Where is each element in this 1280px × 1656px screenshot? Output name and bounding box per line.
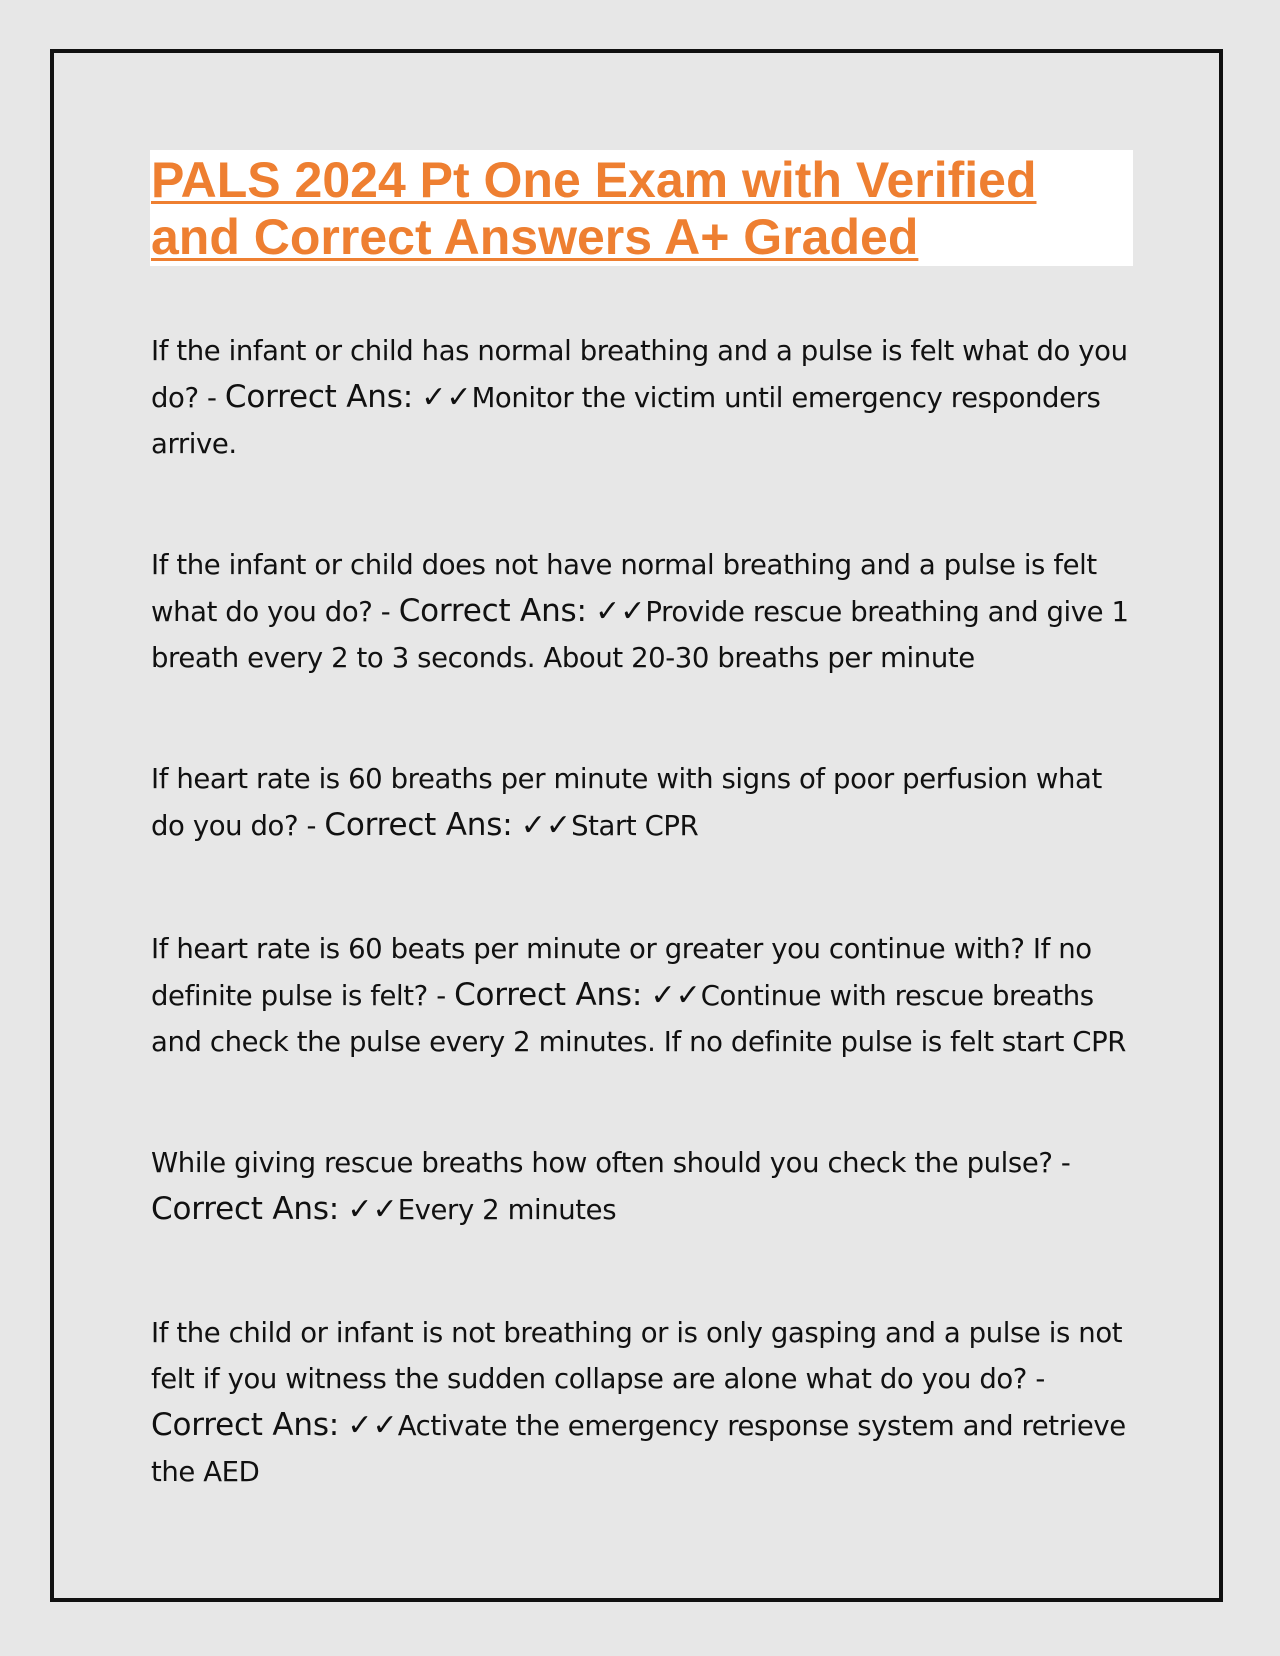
answer-prefix: Correct Ans:: [151, 1407, 340, 1443]
qa-item: [151, 1140, 1141, 1233]
double-check-icon: ✓✓: [421, 380, 472, 415]
answer-prefix: Correct Ans:: [151, 1191, 340, 1227]
answer-text: Provide rescue breathing and give 1 breath every 2 to 3 seconds. About 20-30 breaths per minute: [151, 596, 1129, 674]
question-text: If the infant or child has normal breathing and a pulse is felt what do you do? -: [151, 335, 1128, 414]
document-title: PALS 2024 Pt One Exam with Verified and Correct Answers A+ Graded: [151, 152, 1037, 265]
question-text: While giving rescue breaths how often should you check the pulse? -: [151, 1147, 1071, 1179]
question-text: If the child or infant is not breathing or is only gasping and a pulse is not felt if you witness the sudden collapse are alone what do you do? -: [151, 1317, 1123, 1395]
answer-prefix: Correct Ans:: [324, 807, 513, 843]
qa-item: [151, 542, 1141, 681]
double-check-icon: ✓✓: [347, 1192, 398, 1227]
answer-prefix: Correct Ans:: [398, 593, 587, 629]
qa-item: [151, 1310, 1141, 1495]
double-check-icon: ✓✓: [520, 808, 572, 843]
qa-item: [151, 328, 1141, 467]
double-check-icon: ✓✓: [347, 1408, 398, 1443]
answer-text: Every 2 minutes: [397, 1194, 617, 1226]
answer-prefix: Correct Ans:: [454, 977, 643, 1013]
answer-text: Start CPR: [571, 810, 699, 842]
answer-text: Continue with rescue breaths and check the pulse every 2 minutes. If no definite pulse is felt start CPR: [151, 980, 1126, 1058]
answer-text: Monitor the victim until emergency responders arrive.: [151, 382, 1101, 460]
qa-item: [151, 756, 1141, 849]
question-text: If heart rate is 60 beats per minute or greater you continue with? If no definite pulse is felt? -: [151, 933, 1092, 1012]
question-text: If heart rate is 60 breaths per minute with signs of poor perfusion what do you do? -: [151, 763, 1102, 842]
answer-text: Activate the emergency response system and retrieve the AED: [151, 1410, 1126, 1488]
double-check-icon: ✓✓: [595, 594, 646, 629]
question-text: If the infant or child does not have normal breathing and a pulse is felt what do you do? -: [151, 549, 1097, 628]
qa-item: [151, 926, 1141, 1065]
double-check-icon: ✓✓: [650, 978, 701, 1013]
answer-prefix: Correct Ans:: [224, 379, 413, 415]
